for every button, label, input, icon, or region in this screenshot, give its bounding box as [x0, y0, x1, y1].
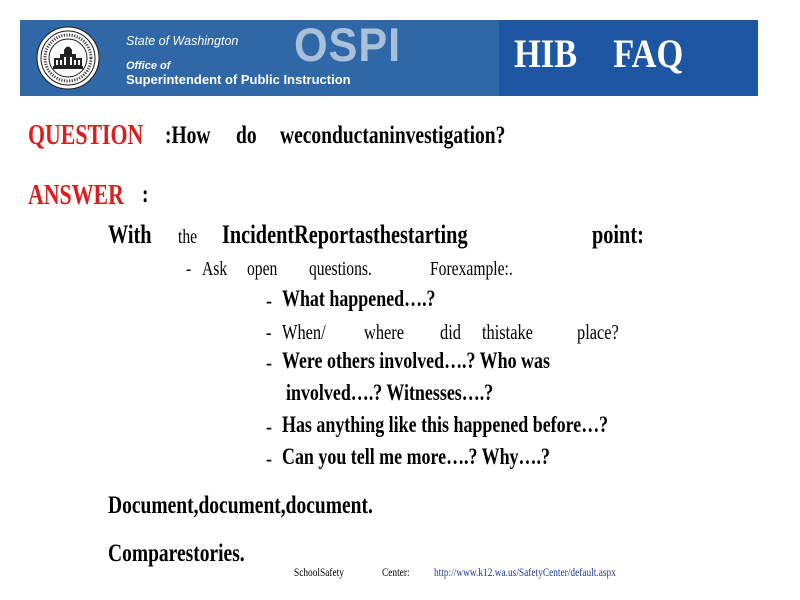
bullet-when-word-3: did — [440, 320, 461, 344]
safety-center-link[interactable]: http://www.k12.wa.us/SafetyCenter/default.aspx — [434, 565, 616, 579]
bullet-others-line-2: involved….? Witnesses….? — [286, 380, 494, 405]
sub-open: open — [247, 258, 278, 280]
question-word-3: weconductaninvestigation? — [280, 122, 506, 149]
question-word-2: do — [236, 122, 257, 149]
bullet-others-line-1: Were others involved….? Who was — [282, 348, 550, 373]
bullet-dash: - — [266, 414, 272, 439]
sub-questions: questions. — [309, 258, 372, 280]
washington-state-seal-icon — [36, 26, 100, 90]
question-word-1: :How — [165, 122, 211, 149]
ospi-wordmark: OSPI — [294, 18, 402, 71]
bullet-tell-me-more: Can you tell me more….? Why….? — [282, 444, 550, 469]
bullet-dash: - — [266, 350, 272, 375]
bullet-happened-before: Has anything like this happened before…? — [282, 412, 609, 437]
office-of-label: Office of — [126, 60, 171, 72]
ospi-logo-block — [20, 20, 499, 96]
bullet-dash: - — [266, 288, 272, 313]
bullet-dash: - — [266, 446, 272, 471]
header-banner — [20, 20, 758, 96]
intro-word-4: point: — [592, 220, 644, 249]
intro-word-1: With — [108, 220, 152, 249]
bullet-when-word-1: When/ — [282, 320, 326, 344]
intro-word-2: the — [178, 226, 198, 248]
bullet-when-word-5: place? — [577, 320, 619, 344]
bullet-dash: - — [266, 320, 272, 344]
answer-colon: : — [142, 181, 149, 208]
sub-example: Forexample:. — [430, 258, 513, 280]
answer-label: ANSWER — [28, 180, 124, 211]
sub-dash: - — [186, 258, 192, 280]
bullet-when-word-4: thistake — [482, 320, 533, 344]
footer-center: Center: — [382, 565, 410, 579]
footer-school-safety: SchoolSafety — [294, 565, 344, 579]
bullet-what-happened: What happened….? — [282, 286, 436, 311]
intro-word-3: IncidentReportasthestarting — [222, 220, 468, 249]
sub-ask: Ask — [202, 258, 228, 280]
title-hib: HIB — [514, 31, 578, 76]
bullet-when-word-2: where — [364, 320, 405, 344]
question-label: QUESTION — [28, 120, 144, 151]
title-block — [499, 20, 758, 96]
compare-line: Comparestories. — [108, 540, 245, 567]
office-name: Superintendent of Public Instruction — [126, 72, 351, 87]
state-name: State of Washington — [126, 34, 239, 48]
title-faq: FAQ — [613, 31, 684, 76]
document-line: Document,document,document. — [108, 492, 373, 519]
page-title — [514, 30, 683, 78]
